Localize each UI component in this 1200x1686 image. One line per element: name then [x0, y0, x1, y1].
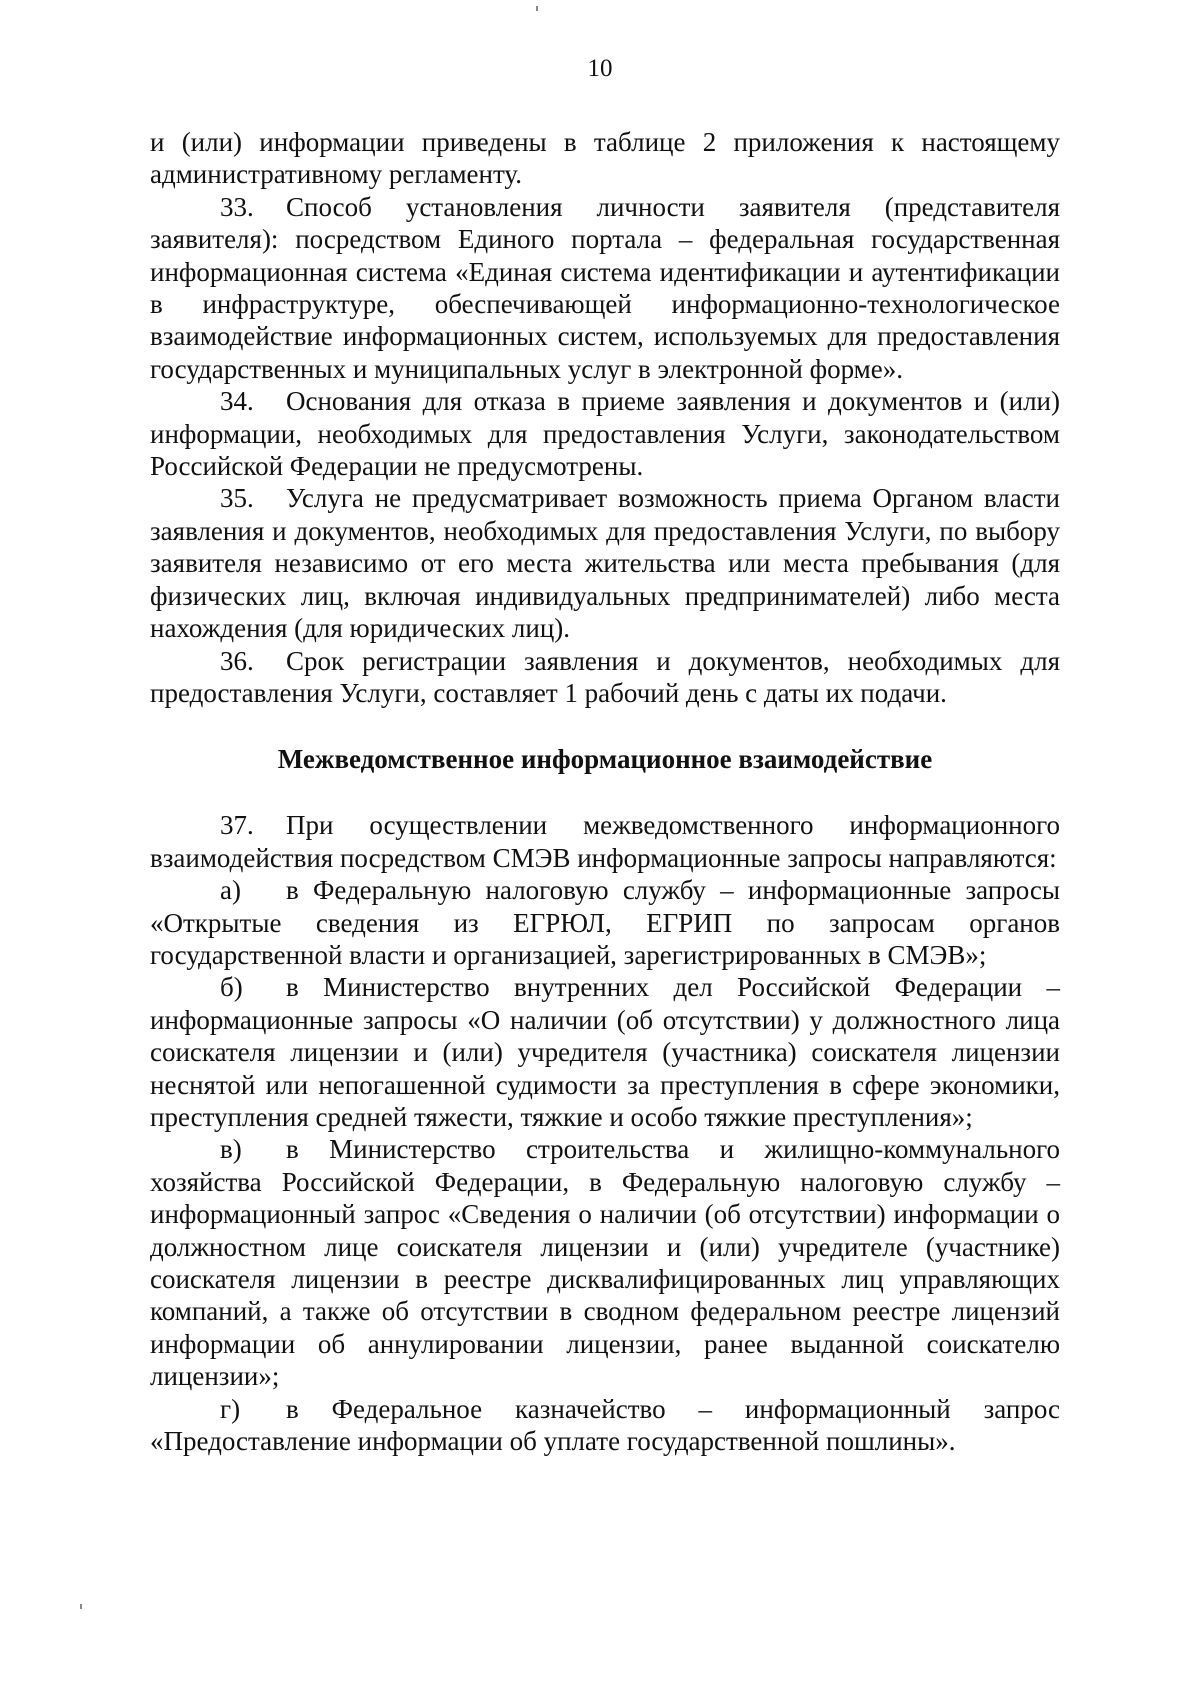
list-item-letter: г) [220, 1393, 241, 1424]
list-item-v [150, 1133, 1060, 1392]
paragraph-text: Услуга не предусматривает возможность приема Органом власти заявления и документов, необходимых для предоставления Услуги, по выбору заявителя независимо от его места жительства или места пребывания (для физических лиц, включая индивидуальных предпринимателей) либо места нахождения (для юридических лиц). [150, 483, 1060, 644]
list-item-b [150, 971, 1060, 1133]
paragraph-text: Срок регистрации заявления и документов, необходимых для предоставления Услуги, составляет 1 рабочий день с даты их подачи. [150, 645, 1060, 708]
paragraph-number: 37. [220, 810, 254, 841]
page-number: 10 [587, 55, 613, 82]
paragraph-number: 33. [220, 191, 254, 222]
scan-speck-top [536, 6, 538, 11]
list-item-text: в Министерство внутренних дел Российской Федерации – информационные запросы «О наличии (об отсутствии) у должностного лица соискателя лицензии и (или) учредителя (участника) соискателя лицензии неснятой или непогашенной судимости за преступления в сфере экономики, преступления средней тяжести, тяжкие и особо тяжкие преступления»; [150, 972, 1060, 1132]
list-item-letter: а) [220, 875, 241, 906]
list-item-text: в Федеральную налоговую службу – информационные запросы «Открытые сведения из ЕГРЮЛ, ЕГРИП по запросам органов государственной власти и организацией, зарегистрированных в СМЭВ»; [150, 875, 1060, 970]
list-item-letter: в) [220, 1134, 242, 1165]
paragraph-34 [150, 385, 1060, 482]
paragraph-33 [150, 191, 1060, 385]
paragraph-number: 34. [220, 386, 254, 417]
paragraph-text: и (или) информации приведены в таблице 2 приложения к настоящему административному регламенту. [150, 127, 1060, 190]
paragraph-36 [150, 645, 1060, 710]
paragraph-text: При осуществлении межведомственного информационного взаимодействия посредством СМЭВ информационные запросы направляются: [150, 810, 1060, 873]
paragraph-continuation [150, 126, 1060, 191]
list-item-text: в Федеральное казначейство – информационный запрос «Предоставление информации об уплате государственной пошлины». [150, 1393, 1060, 1457]
paragraph-number: 35. [220, 483, 254, 514]
list-item-letter: б) [220, 972, 243, 1003]
section-heading: Межведомственное информационное взаимодействие [277, 744, 933, 775]
list-item-text: в Министерство строительства и жилищно-коммунального хозяйства Российской Федерации, в Федеральную налоговую службу – информационный запрос «Сведения о наличии (об отсутствии) информации о должностном лице соискателя лицензии и (или) учредителе (участнике) соискателя лицензии в реестре дисквалифицированных лиц управляющих компаний, а также об отсутствии в сводном федеральном реестре лицензий информации об аннулировании лицензии, ранее выданной соискателю лицензии»; [150, 1134, 1060, 1392]
document-body [150, 126, 1060, 1457]
scan-speck-left [80, 1604, 82, 1609]
list-item-a [150, 874, 1060, 971]
paragraph-text: Основания для отказа в приеме заявления и документов и (или) информации, необходимых для предоставления Услуги, законодательством Российской Федерации не предусмотрены. [150, 386, 1060, 482]
list-item-g [150, 1393, 1060, 1458]
paragraph-35 [150, 482, 1060, 644]
paragraph-text: Способ установления личности заявителя (представителя заявителя): посредством Единого портала – федеральная государственная информационная система «Единая система идентификации и аутентификации в инфраструктуре, обеспечивающей информационно-технологическое взаимодействие информационных систем, используемых для предоставления государственных и муниципальных услуг в электронной форме». [150, 191, 1060, 384]
paragraph-37 [150, 809, 1060, 874]
paragraph-number: 36. [220, 645, 254, 676]
